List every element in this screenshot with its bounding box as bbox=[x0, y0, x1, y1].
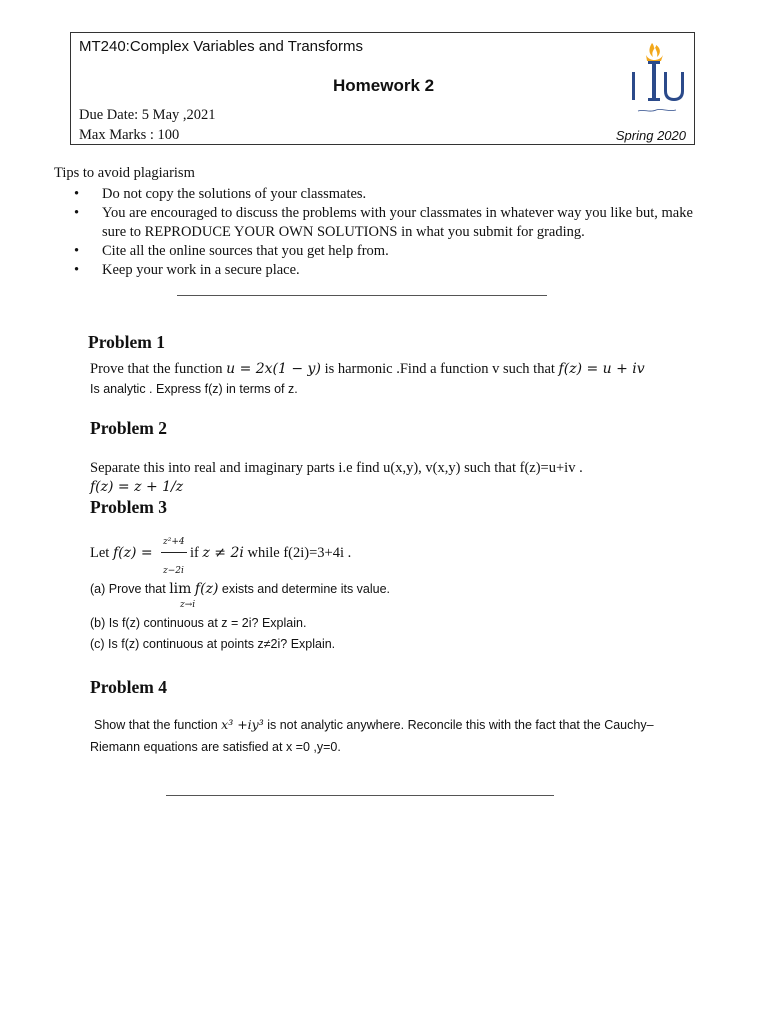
problem-3-heading: Problem 3 bbox=[90, 497, 167, 517]
problem-1-text bbox=[90, 361, 645, 378]
course-title: MT240:Complex Variables and Transforms bbox=[79, 38, 364, 55]
tips-item: • Cite all the online sources that you get help from. bbox=[74, 242, 694, 261]
problem-4-text-b: is not analytic anywhere. Reconcile this with the fact that the Cauchy– bbox=[263, 718, 654, 732]
max-marks: Max Marks : 100 bbox=[79, 127, 180, 143]
tips-item: • Keep your work in a secure place. bbox=[74, 261, 694, 280]
part-a-post: exists and determine its value. bbox=[218, 582, 391, 596]
problem-1-heading: Problem 1 bbox=[88, 332, 165, 352]
separator-line bbox=[177, 295, 547, 296]
problem-3-if: if bbox=[190, 545, 203, 561]
itu-logo-icon bbox=[626, 39, 690, 119]
tips-title: Tips to avoid plagiarism bbox=[54, 165, 195, 181]
part-a-pre: (a) Prove that bbox=[90, 582, 170, 596]
problem-4-heading: Problem 4 bbox=[90, 677, 167, 697]
problem-3-while: while f(2i)=3+4i . bbox=[243, 545, 352, 561]
problem-4-text bbox=[94, 717, 654, 732]
fraction-bar bbox=[161, 552, 187, 553]
problem-3-part-c: (c) Is f(z) continuous at points z≠2i? Explain. bbox=[90, 637, 336, 651]
fraction-numerator: z²+4 bbox=[163, 537, 185, 547]
itu-logo bbox=[626, 39, 690, 119]
problem-2-heading: Problem 2 bbox=[90, 418, 167, 438]
fraction-denominator: z−2i bbox=[163, 566, 184, 576]
problem-1-line-2: Is analytic . Express f(z) in terms of z. bbox=[90, 382, 298, 396]
due-date: Due Date: 5 May ,2021 bbox=[79, 107, 216, 123]
problem-2-text: Separate this into real and imaginary parts i.e find u(x,y), v(x,y) such that f(z)=u+iv . bbox=[90, 460, 583, 476]
separator-line bbox=[166, 795, 554, 796]
problem-2-math: f(z) = z + 1/z bbox=[90, 479, 184, 495]
part-a-f: f(z) bbox=[194, 581, 219, 597]
term-label: Spring 2020 bbox=[615, 128, 686, 143]
homework-title: Homework 2 bbox=[333, 76, 435, 95]
tips-item: • Do not copy the solutions of your classmates. bbox=[74, 185, 694, 204]
problem-3-let: Let bbox=[90, 545, 110, 561]
problem-1-math-f: f(z) = u + iv bbox=[558, 361, 645, 377]
problem-3-part-a bbox=[90, 581, 390, 597]
problem-3-math-f: f(z) = bbox=[113, 545, 153, 561]
problem-1-text-a: Prove that the function bbox=[90, 361, 227, 377]
limit-subscript: z→i bbox=[180, 600, 196, 610]
tips-item: • You are encouraged to discuss the problems with your classmates in whatever way you like but, make sure to REPRODUCE YOUR OWN SOLUTIONS in what you submit for grading. bbox=[74, 204, 694, 242]
problem-1-math-u: u = 2x(1 − y) bbox=[226, 361, 321, 377]
problem-3-part-b: (b) Is f(z) continuous at z = 2i? Explain. bbox=[90, 616, 307, 630]
problem-4-math: x³ +iy³ bbox=[221, 717, 264, 732]
problem-3-condition bbox=[190, 545, 351, 562]
problem-3-math-cond: z ≠ 2i bbox=[202, 545, 244, 561]
problem-4-text-a: Show that the function bbox=[94, 718, 222, 732]
problem-4-line-2: Riemann equations are satisfied at x =0 ,y=0. bbox=[90, 740, 341, 754]
tips-list bbox=[74, 185, 694, 280]
header-box bbox=[70, 32, 695, 145]
problem-1-text-b: is harmonic .Find a function v such that bbox=[320, 361, 559, 377]
part-a-lim: lim bbox=[169, 581, 192, 597]
